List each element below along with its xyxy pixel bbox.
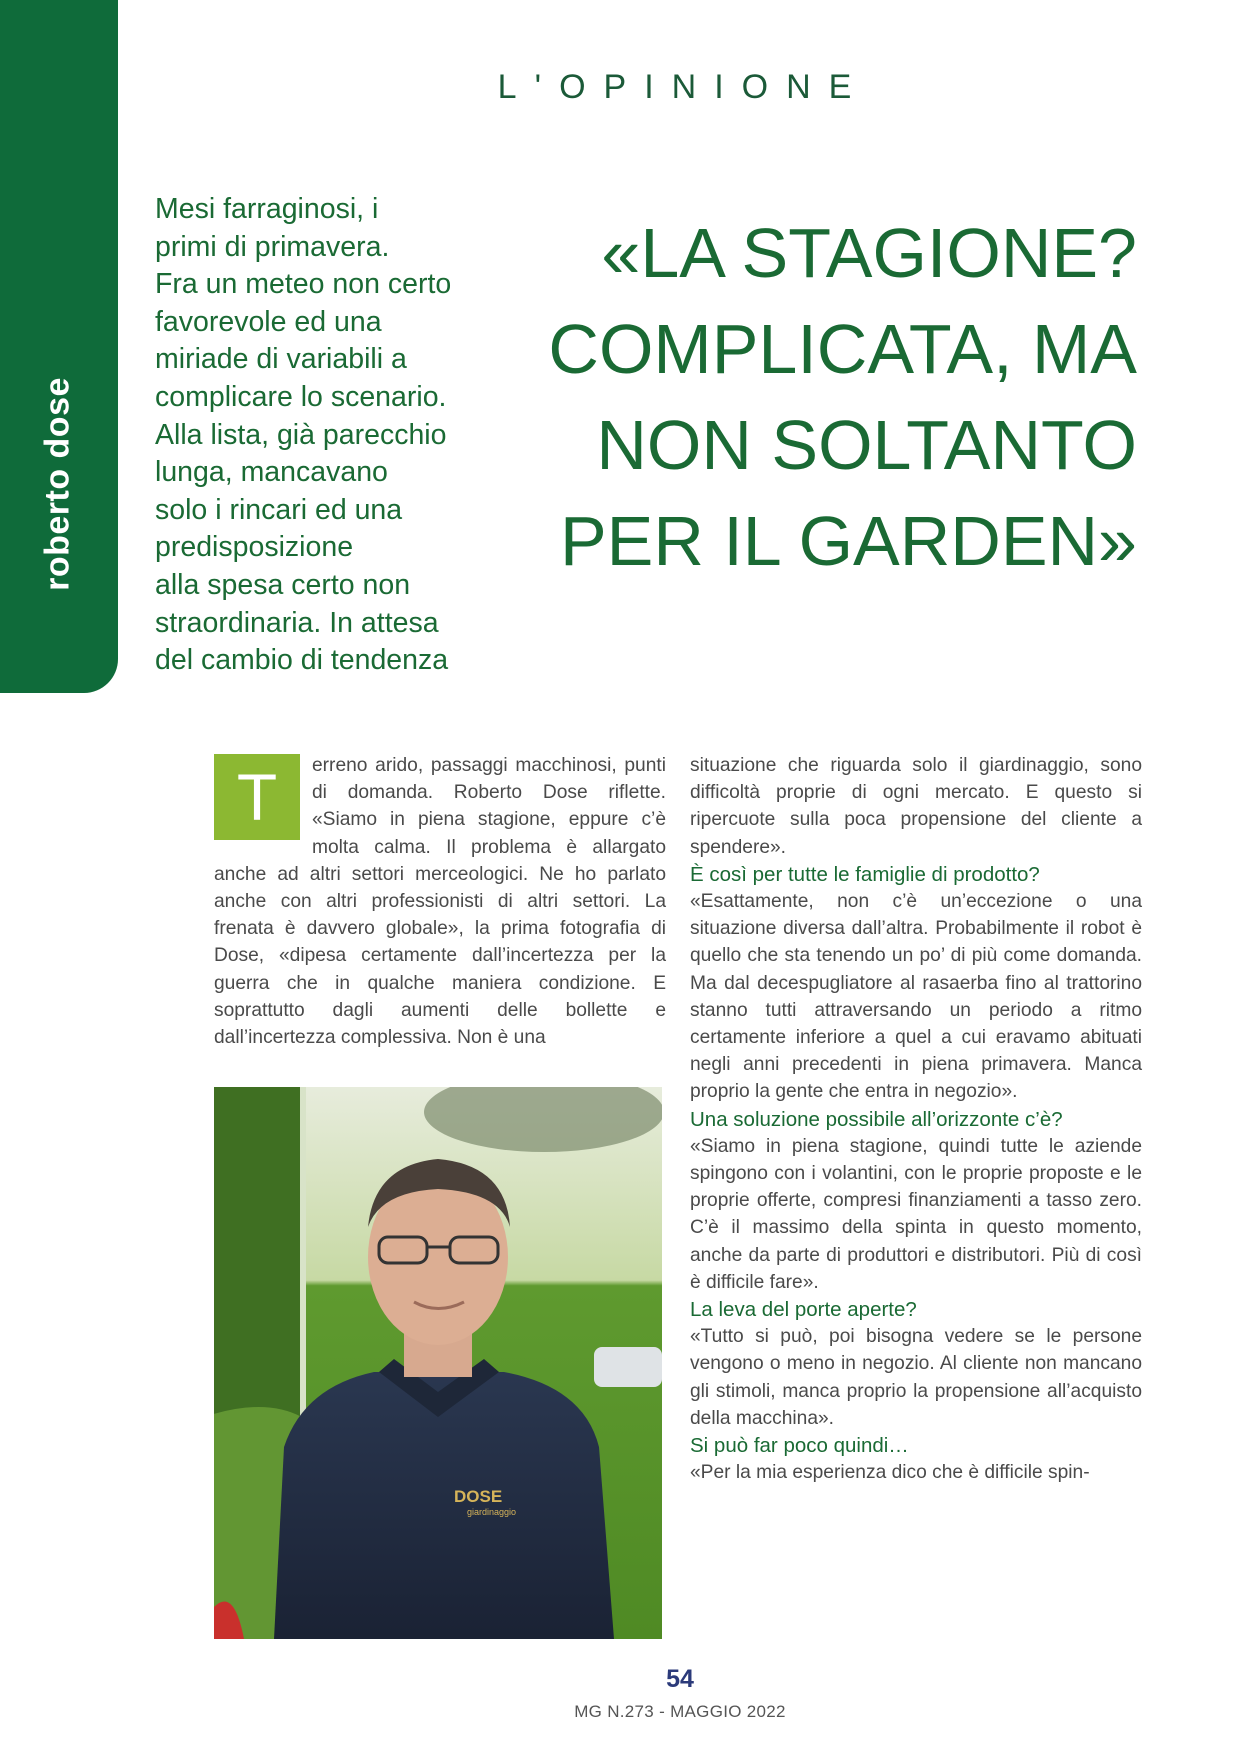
intro-line: predisposizione: [155, 531, 354, 564]
intro-line: complicare lo scenario.: [155, 380, 447, 413]
portrait-photo: [214, 1087, 662, 1639]
author-name-vertical: roberto dose: [38, 377, 77, 591]
interview-question: La leva del porte aperte?: [690, 1298, 917, 1322]
intro-line: Fra un meteo non certo: [155, 268, 452, 301]
article-headline: [437, 205, 1137, 589]
interview-answer: «Per la mia esperienza dico che è difficile spin-: [690, 1462, 1090, 1484]
headline-line: NON SOLTANTO: [596, 406, 1137, 484]
intro-text: [155, 191, 475, 680]
body-paragraph: situazione che riguarda solo il giardinaggio, sono difficoltà proprie di ogni mercato. E questo si ripercuote sulla poca propensione del cliente a spendere».: [690, 755, 1142, 858]
intro-line: straordinaria. In attesa: [155, 606, 439, 639]
intro-line: miriade di variabili a: [155, 343, 407, 376]
interview-answer: «Tutto si può, poi bisogna vedere se le persone vengono o meno in negozio. Al cliente non mancano gli stimoli, manca proprio la propensione all’acquisto della macchina».: [690, 1326, 1142, 1429]
body-paragraph: erreno arido, passaggi macchinosi, punti di domanda. Roberto Dose riflette. «Siamo in piena stagione, eppure c’è molta calma. Il problema è allargato anche ad altri settori merceologici. Ne ho parlato anche con altri professionisti di altri settori. La frenata è davvero globale», la prima fotografia di Dose, «dipesa certamente dall’incertezza per la guerra che in qualche maniera condizione. E soprattutto dagli aumenti delle bollette e dall’incertezza complessiva. Non è una: [214, 755, 666, 1049]
intro-line: favorevole ed una: [155, 305, 382, 338]
jacket-logo: DOSE: [454, 1487, 503, 1506]
section-label: L'OPINIONE: [497, 68, 870, 106]
interview-question: Si può far poco quindi…: [690, 1434, 909, 1458]
headline-line: COMPLICATA, MA: [548, 310, 1137, 388]
headline-line: «LA STAGIONE?: [601, 214, 1137, 292]
issue-info: MG N.273 - MAGGIO 2022: [574, 1702, 786, 1721]
intro-line: lunga, mancavano: [155, 456, 388, 489]
drop-cap: T: [214, 754, 300, 840]
interview-question: È così per tutte le famiglie di prodotto?: [690, 862, 1040, 886]
intro-line: del cambio di tendenza: [155, 644, 449, 677]
intro-line: solo i rincari ed una: [155, 493, 403, 526]
page-number: 54: [666, 1665, 694, 1693]
interview-answer: «Esattamente, non c’è un’eccezione o una situazione diversa dall’altra. Probabilmente il robot è quello che sta tenendo un po’ di più come domanda. Ma dal decespugliatore al rasaerba fino al trattorino stanno tutti attraversando un periodo a ritmo certamente inferiore a quel a cui eravamo abituati negli anni precedenti in piena primavera. Manca proprio la gente che entra in negozio».: [690, 891, 1142, 1103]
intro-line: primi di primavera.: [155, 230, 390, 263]
intro-line: Alla lista, già parecchio: [155, 418, 447, 451]
interview-question: Una soluzione possibile all’orizzonte c’è?: [690, 1107, 1063, 1131]
headline-line: PER IL GARDEN»: [559, 502, 1137, 580]
jacket-logo-subtitle: giardinaggio: [467, 1507, 517, 1517]
intro-line: alla spesa certo non: [155, 568, 411, 601]
interview-answer: «Siamo in piena stagione, quindi tutte le aziende spingono con i volantini, con le proprie proposte e le proprie offerte, compresi finanziamenti a tasso zero. C’è il massimo della spinta in questo momento, anche da parte di produttori e distributori. Più di così è difficile fare».: [690, 1135, 1142, 1293]
intro-line: Mesi farraginosi, i: [155, 193, 379, 225]
body-column-left: [214, 752, 666, 1062]
body-column-right: [690, 752, 1142, 1486]
